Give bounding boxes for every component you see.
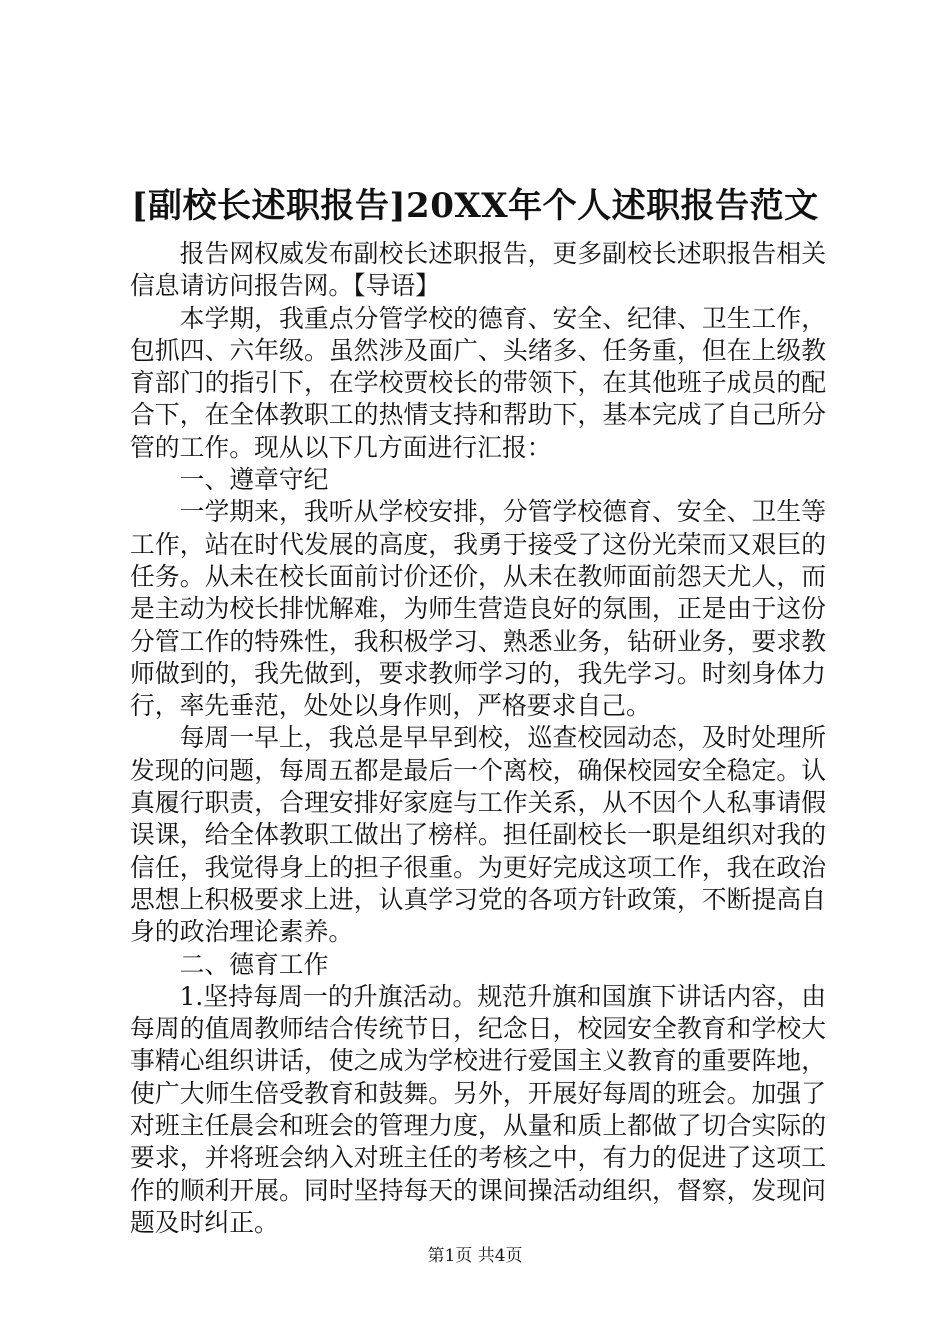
document-title: [副校长述职报告]20XX年个人述职报告范文 <box>131 186 819 226</box>
paragraph-overview: 本学期，我重点分管学校的德育、安全、纪律、卫生工作，包抓四、六年级。虽然涉及面广、头绪多、任务重，但在上级教育部门的指引下，在学校贾校长的带领下，在其他班子成员的配合下，在全体教职工的热情支持和帮助下，基本完成了自己所分管的工作。现从以下几方面进行汇报： <box>130 303 826 462</box>
paragraph-discipline-1: 一学期来，我听从学校安排，分管学校德育、安全、卫生等工作，站在时代发展的高度，我勇于接受了这份光荣而又艰巨的任务。从未在校长面前讨价还价，从未在教师面前怨天尤人，而是主动为校长排忧解难，为师生营造良好的氛围，正是由于这份分管工作的特殊性，我积极学习、熟悉业务，钻研业务，要求教师做到的，我先做到，要求教师学习的，我先学习。时刻身体力行，率先垂范，处处以身作则，严格要求自己。 <box>130 497 826 721</box>
paragraph-moral-education-1: 1.坚持每周一的升旗活动。规范升旗和国旗下讲话内容，由每周的值周教师结合传统节日，纪念日，校园安全教育和学校大事精心组织讲话，使之成为学校进行爱国主义教育的重要阵地，使广大师生倍受教育和鼓舞。另外，开展好每周的班会。加强了对班主任晨会和班会的管理力度，从量和质上都做了切合实际的要求，并将班会纳入对班主任的考核之中，有力的促进了这项工作的顺利开展。同时坚持每天的课间操活动组织，督察，发现问题及时纠正。 <box>130 981 826 1237</box>
section-heading-moral-education: 二、德育工作 <box>179 949 329 979</box>
document-body <box>130 238 826 1239</box>
paragraph-intro: 报告网权威发布副校长述职报告，更多副校长述职报告相关信息请访问报告网。【导语】 <box>130 239 826 301</box>
section-heading-discipline: 一、遵章守纪 <box>179 465 329 495</box>
paragraph-discipline-2: 每周一早上，我总是早早到校，巡查校园动态，及时处理所发现的问题，每周五都是最后一个离校，确保校园安全稳定。认真履行职责，合理安排好家庭与工作关系，从不因个人私事请假误课，给全体教职工做出了榜样。担任副校长一职是组织对我的信任，我觉得身上的担子很重。为更好完成这项工作，我在政治思想上积极要求上进，认真学习党的各项方针政策，不断提高自身的政治理论素养。 <box>130 723 826 947</box>
page-number-footer: 第1页 共4页 <box>427 1246 523 1266</box>
